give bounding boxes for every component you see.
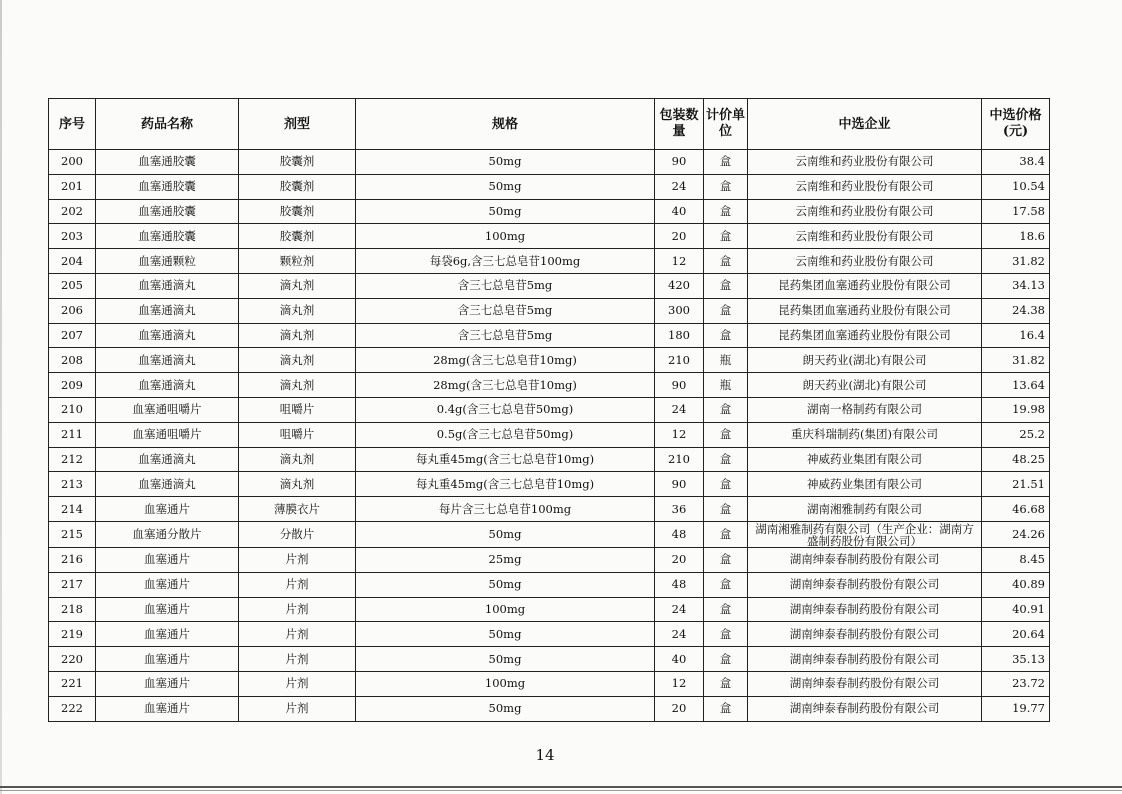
cell-drug-name: 血塞通颗粒 bbox=[96, 249, 239, 274]
table-row bbox=[49, 671, 1050, 696]
header-seq: 序号 bbox=[49, 99, 96, 150]
cell-pack-quantity: 90 bbox=[655, 472, 704, 497]
cell-dosage-form: 滴丸剂 bbox=[239, 273, 356, 298]
cell-pack-quantity: 40 bbox=[655, 647, 704, 672]
cell-specification: 0.4g(含三七总皂苷50mg) bbox=[356, 397, 655, 422]
cell-drug-name: 血塞通胶囊 bbox=[96, 150, 239, 175]
cell-specification: 100mg bbox=[356, 597, 655, 622]
cell-dosage-form: 滴丸剂 bbox=[239, 348, 356, 373]
table-row bbox=[49, 348, 1050, 373]
cell-price: 18.6 bbox=[982, 224, 1050, 249]
cell-specification: 0.5g(含三七总皂苷50mg) bbox=[356, 422, 655, 447]
cell-price: 40.91 bbox=[982, 597, 1050, 622]
cell-pack-quantity: 420 bbox=[655, 273, 704, 298]
cell-pricing-unit: 盒 bbox=[704, 224, 748, 249]
cell-price: 17.58 bbox=[982, 199, 1050, 224]
cell-company: 云南维和药业股份有限公司 bbox=[748, 249, 982, 274]
cell-company: 湖南绅泰春制药股份有限公司 bbox=[748, 647, 982, 672]
cell-dosage-form: 颗粒剂 bbox=[239, 249, 356, 274]
cell-pack-quantity: 20 bbox=[655, 696, 704, 721]
cell-dosage-form: 滴丸剂 bbox=[239, 373, 356, 398]
cell-specification: 每袋6g,含三七总皂苷100mg bbox=[356, 249, 655, 274]
table-row bbox=[49, 521, 1050, 547]
cell-seq: 220 bbox=[49, 647, 96, 672]
cell-price: 31.82 bbox=[982, 348, 1050, 373]
cell-price: 24.38 bbox=[982, 298, 1050, 323]
cell-seq: 217 bbox=[49, 572, 96, 597]
cell-specification: 50mg bbox=[356, 572, 655, 597]
cell-company: 湖南绅泰春制药股份有限公司 bbox=[748, 597, 982, 622]
cell-seq: 210 bbox=[49, 397, 96, 422]
cell-drug-name: 血塞通滴丸 bbox=[96, 273, 239, 298]
cell-specification: 100mg bbox=[356, 224, 655, 249]
cell-dosage-form: 片剂 bbox=[239, 671, 356, 696]
cell-seq: 219 bbox=[49, 622, 96, 647]
cell-dosage-form: 薄膜衣片 bbox=[239, 497, 356, 522]
drug-price-table bbox=[48, 98, 1050, 722]
cell-price: 16.4 bbox=[982, 323, 1050, 348]
table-row bbox=[49, 647, 1050, 672]
cell-drug-name: 血塞通片 bbox=[96, 622, 239, 647]
cell-price: 20.64 bbox=[982, 622, 1050, 647]
cell-seq: 201 bbox=[49, 174, 96, 199]
cell-pack-quantity: 24 bbox=[655, 174, 704, 199]
cell-pack-quantity: 12 bbox=[655, 422, 704, 447]
cell-company: 湖南湘雅制药有限公司（生产企业：湖南方盛制药股份有限公司） bbox=[748, 521, 982, 547]
cell-price: 46.68 bbox=[982, 497, 1050, 522]
cell-dosage-form: 胶囊剂 bbox=[239, 150, 356, 175]
table-body bbox=[49, 150, 1050, 722]
cell-pricing-unit: 盒 bbox=[704, 547, 748, 572]
cell-specification: 含三七总皂苷5mg bbox=[356, 323, 655, 348]
cell-seq: 222 bbox=[49, 696, 96, 721]
cell-seq: 207 bbox=[49, 323, 96, 348]
cell-company: 湖南湘雅制药有限公司 bbox=[748, 497, 982, 522]
cell-price: 19.98 bbox=[982, 397, 1050, 422]
cell-dosage-form: 滴丸剂 bbox=[239, 323, 356, 348]
cell-seq: 204 bbox=[49, 249, 96, 274]
cell-pricing-unit: 盒 bbox=[704, 472, 748, 497]
header-form: 剂型 bbox=[239, 99, 356, 150]
cell-dosage-form: 胶囊剂 bbox=[239, 174, 356, 199]
cell-specification: 50mg bbox=[356, 696, 655, 721]
cell-pricing-unit: 盒 bbox=[704, 597, 748, 622]
cell-price: 23.72 bbox=[982, 671, 1050, 696]
cell-pack-quantity: 20 bbox=[655, 547, 704, 572]
cell-pack-quantity: 90 bbox=[655, 373, 704, 398]
cell-company: 神威药业集团有限公司 bbox=[748, 447, 982, 472]
cell-seq: 221 bbox=[49, 671, 96, 696]
table-row bbox=[49, 298, 1050, 323]
cell-pricing-unit: 盒 bbox=[704, 174, 748, 199]
cell-specification: 每丸重45mg(含三七总皂苷10mg) bbox=[356, 447, 655, 472]
cell-seq: 205 bbox=[49, 273, 96, 298]
cell-pack-quantity: 24 bbox=[655, 622, 704, 647]
cell-specification: 含三七总皂苷5mg bbox=[356, 298, 655, 323]
cell-dosage-form: 片剂 bbox=[239, 696, 356, 721]
cell-pricing-unit: 瓶 bbox=[704, 373, 748, 398]
cell-pack-quantity: 48 bbox=[655, 521, 704, 547]
cell-company: 云南维和药业股份有限公司 bbox=[748, 150, 982, 175]
cell-specification: 25mg bbox=[356, 547, 655, 572]
cell-seq: 212 bbox=[49, 447, 96, 472]
cell-pricing-unit: 盒 bbox=[704, 622, 748, 647]
cell-company: 湖南绅泰春制药股份有限公司 bbox=[748, 622, 982, 647]
cell-dosage-form: 滴丸剂 bbox=[239, 298, 356, 323]
cell-pack-quantity: 24 bbox=[655, 597, 704, 622]
header-price: 中选价格(元) bbox=[982, 99, 1050, 150]
cell-pricing-unit: 盒 bbox=[704, 671, 748, 696]
cell-company: 神威药业集团有限公司 bbox=[748, 472, 982, 497]
cell-pricing-unit: 盒 bbox=[704, 572, 748, 597]
cell-dosage-form: 胶囊剂 bbox=[239, 224, 356, 249]
cell-price: 40.89 bbox=[982, 572, 1050, 597]
cell-drug-name: 血塞通片 bbox=[96, 647, 239, 672]
cell-pack-quantity: 210 bbox=[655, 447, 704, 472]
cell-company: 云南维和药业股份有限公司 bbox=[748, 174, 982, 199]
cell-pricing-unit: 盒 bbox=[704, 298, 748, 323]
cell-drug-name: 血塞通胶囊 bbox=[96, 199, 239, 224]
cell-price: 19.77 bbox=[982, 696, 1050, 721]
table-row bbox=[49, 273, 1050, 298]
cell-pack-quantity: 20 bbox=[655, 224, 704, 249]
cell-specification: 50mg bbox=[356, 647, 655, 672]
cell-pricing-unit: 盒 bbox=[704, 323, 748, 348]
cell-pricing-unit: 盒 bbox=[704, 199, 748, 224]
cell-dosage-form: 片剂 bbox=[239, 572, 356, 597]
cell-drug-name: 血塞通滴丸 bbox=[96, 298, 239, 323]
table-row bbox=[49, 572, 1050, 597]
cell-company: 湖南绅泰春制药股份有限公司 bbox=[748, 572, 982, 597]
cell-specification: 50mg bbox=[356, 521, 655, 547]
cell-drug-name: 血塞通胶囊 bbox=[96, 174, 239, 199]
bottom-rule bbox=[0, 786, 1122, 788]
table-row bbox=[49, 249, 1050, 274]
cell-seq: 215 bbox=[49, 521, 96, 547]
cell-company: 朗天药业(湖北)有限公司 bbox=[748, 373, 982, 398]
cell-pricing-unit: 盒 bbox=[704, 422, 748, 447]
cell-price: 34.13 bbox=[982, 273, 1050, 298]
table-row bbox=[49, 373, 1050, 398]
header-pack: 包装数量 bbox=[655, 99, 704, 150]
cell-company: 重庆科瑞制药(集团)有限公司 bbox=[748, 422, 982, 447]
cell-pricing-unit: 盒 bbox=[704, 249, 748, 274]
table-row bbox=[49, 472, 1050, 497]
cell-pack-quantity: 210 bbox=[655, 348, 704, 373]
cell-specification: 50mg bbox=[356, 199, 655, 224]
header-spec: 规格 bbox=[356, 99, 655, 150]
cell-price: 21.51 bbox=[982, 472, 1050, 497]
table-header-row bbox=[49, 99, 1050, 150]
cell-specification: 50mg bbox=[356, 174, 655, 199]
cell-pricing-unit: 盒 bbox=[704, 521, 748, 547]
table-row bbox=[49, 547, 1050, 572]
cell-price: 24.26 bbox=[982, 521, 1050, 547]
table-row bbox=[49, 597, 1050, 622]
cell-drug-name: 血塞通咀嚼片 bbox=[96, 422, 239, 447]
cell-specification: 每丸重45mg(含三七总皂苷10mg) bbox=[356, 472, 655, 497]
cell-seq: 203 bbox=[49, 224, 96, 249]
cell-seq: 208 bbox=[49, 348, 96, 373]
cell-specification: 50mg bbox=[356, 622, 655, 647]
cell-dosage-form: 片剂 bbox=[239, 597, 356, 622]
cell-drug-name: 血塞通片 bbox=[96, 671, 239, 696]
header-company: 中选企业 bbox=[748, 99, 982, 150]
cell-seq: 218 bbox=[49, 597, 96, 622]
cell-pack-quantity: 90 bbox=[655, 150, 704, 175]
cell-pricing-unit: 盒 bbox=[704, 696, 748, 721]
cell-drug-name: 血塞通滴丸 bbox=[96, 323, 239, 348]
cell-drug-name: 血塞通滴丸 bbox=[96, 373, 239, 398]
cell-price: 38.4 bbox=[982, 150, 1050, 175]
table-row bbox=[49, 323, 1050, 348]
cell-seq: 211 bbox=[49, 422, 96, 447]
cell-pack-quantity: 180 bbox=[655, 323, 704, 348]
cell-specification: 28mg(含三七总皂苷10mg) bbox=[356, 373, 655, 398]
cell-seq: 216 bbox=[49, 547, 96, 572]
cell-pack-quantity: 24 bbox=[655, 397, 704, 422]
cell-price: 10.54 bbox=[982, 174, 1050, 199]
cell-company: 云南维和药业股份有限公司 bbox=[748, 199, 982, 224]
cell-drug-name: 血塞通片 bbox=[96, 696, 239, 721]
cell-pack-quantity: 300 bbox=[655, 298, 704, 323]
cell-seq: 200 bbox=[49, 150, 96, 175]
cell-pricing-unit: 瓶 bbox=[704, 348, 748, 373]
cell-dosage-form: 片剂 bbox=[239, 547, 356, 572]
cell-seq: 202 bbox=[49, 199, 96, 224]
table-row bbox=[49, 497, 1050, 522]
cell-price: 13.64 bbox=[982, 373, 1050, 398]
cell-specification: 含三七总皂苷5mg bbox=[356, 273, 655, 298]
table-row bbox=[49, 199, 1050, 224]
cell-pricing-unit: 盒 bbox=[704, 447, 748, 472]
cell-company: 昆药集团血塞通药业股份有限公司 bbox=[748, 298, 982, 323]
header-name: 药品名称 bbox=[96, 99, 239, 150]
cell-drug-name: 血塞通片 bbox=[96, 497, 239, 522]
page-number: 14 bbox=[535, 746, 555, 764]
cell-pack-quantity: 12 bbox=[655, 249, 704, 274]
table-row bbox=[49, 622, 1050, 647]
cell-dosage-form: 滴丸剂 bbox=[239, 447, 356, 472]
cell-drug-name: 血塞通片 bbox=[96, 547, 239, 572]
cell-drug-name: 血塞通滴丸 bbox=[96, 447, 239, 472]
cell-price: 8.45 bbox=[982, 547, 1050, 572]
cell-pack-quantity: 48 bbox=[655, 572, 704, 597]
cell-company: 湖南一格制药有限公司 bbox=[748, 397, 982, 422]
cell-company: 湖南绅泰春制药股份有限公司 bbox=[748, 547, 982, 572]
cell-dosage-form: 分散片 bbox=[239, 521, 356, 547]
cell-price: 31.82 bbox=[982, 249, 1050, 274]
table-row bbox=[49, 696, 1050, 721]
cell-seq: 213 bbox=[49, 472, 96, 497]
table-row bbox=[49, 422, 1050, 447]
cell-dosage-form: 片剂 bbox=[239, 622, 356, 647]
cell-specification: 28mg(含三七总皂苷10mg) bbox=[356, 348, 655, 373]
cell-company: 朗天药业(湖北)有限公司 bbox=[748, 348, 982, 373]
scan-edge bbox=[0, 0, 2, 794]
cell-price: 35.13 bbox=[982, 647, 1050, 672]
cell-pricing-unit: 盒 bbox=[704, 273, 748, 298]
cell-dosage-form: 胶囊剂 bbox=[239, 199, 356, 224]
cell-company: 昆药集团血塞通药业股份有限公司 bbox=[748, 323, 982, 348]
cell-drug-name: 血塞通分散片 bbox=[96, 521, 239, 547]
header-unit: 计价单位 bbox=[704, 99, 748, 150]
bottom-rule-thin bbox=[0, 790, 1122, 791]
cell-company: 湖南绅泰春制药股份有限公司 bbox=[748, 696, 982, 721]
cell-company: 昆药集团血塞通药业股份有限公司 bbox=[748, 273, 982, 298]
cell-company: 湖南绅泰春制药股份有限公司 bbox=[748, 671, 982, 696]
cell-pricing-unit: 盒 bbox=[704, 647, 748, 672]
table-row bbox=[49, 224, 1050, 249]
cell-seq: 209 bbox=[49, 373, 96, 398]
cell-specification: 100mg bbox=[356, 671, 655, 696]
cell-drug-name: 血塞通片 bbox=[96, 572, 239, 597]
cell-dosage-form: 咀嚼片 bbox=[239, 422, 356, 447]
table-row bbox=[49, 150, 1050, 175]
cell-dosage-form: 咀嚼片 bbox=[239, 397, 356, 422]
cell-price: 48.25 bbox=[982, 447, 1050, 472]
cell-pricing-unit: 盒 bbox=[704, 497, 748, 522]
cell-dosage-form: 片剂 bbox=[239, 647, 356, 672]
cell-specification: 每片含三七总皂苷100mg bbox=[356, 497, 655, 522]
cell-seq: 214 bbox=[49, 497, 96, 522]
cell-drug-name: 血塞通片 bbox=[96, 597, 239, 622]
cell-pack-quantity: 36 bbox=[655, 497, 704, 522]
cell-price: 25.2 bbox=[982, 422, 1050, 447]
cell-drug-name: 血塞通胶囊 bbox=[96, 224, 239, 249]
table-row bbox=[49, 397, 1050, 422]
cell-pack-quantity: 12 bbox=[655, 671, 704, 696]
cell-drug-name: 血塞通咀嚼片 bbox=[96, 397, 239, 422]
cell-seq: 206 bbox=[49, 298, 96, 323]
cell-drug-name: 血塞通滴丸 bbox=[96, 472, 239, 497]
cell-pricing-unit: 盒 bbox=[704, 397, 748, 422]
cell-pack-quantity: 40 bbox=[655, 199, 704, 224]
cell-specification: 50mg bbox=[356, 150, 655, 175]
cell-company: 云南维和药业股份有限公司 bbox=[748, 224, 982, 249]
cell-pricing-unit: 盒 bbox=[704, 150, 748, 175]
table-row bbox=[49, 174, 1050, 199]
cell-dosage-form: 滴丸剂 bbox=[239, 472, 356, 497]
table-row bbox=[49, 447, 1050, 472]
cell-drug-name: 血塞通滴丸 bbox=[96, 348, 239, 373]
